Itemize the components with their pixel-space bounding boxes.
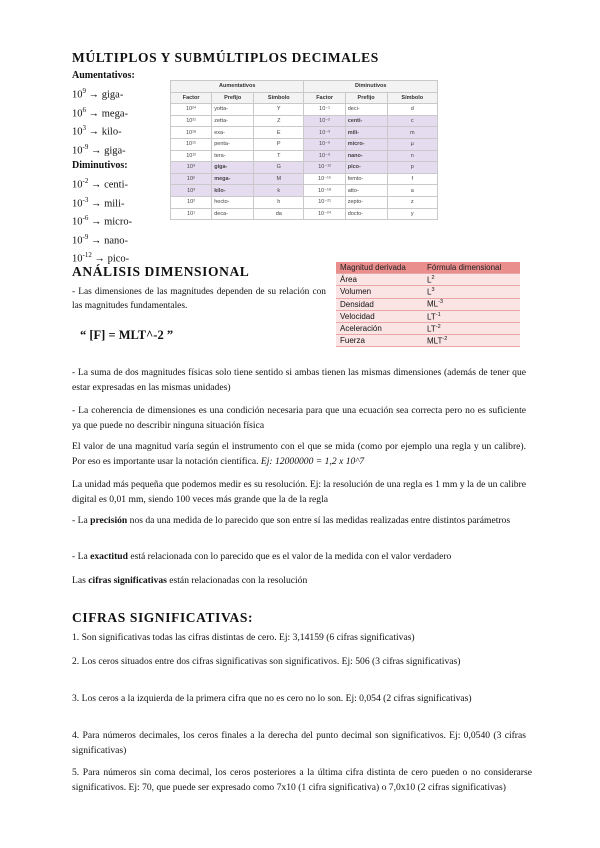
dimension-formula [423,286,520,298]
list-item [72,174,132,193]
table-cell: 10⁻⁹ [304,150,345,162]
magnitude-name: Volumen [336,286,423,298]
table-cell: 10²⁴ [171,104,212,116]
paragraph-precision [72,514,526,529]
power-exponent: -9 [82,232,89,241]
column-header: Prefijo [345,92,387,104]
dimension-formula [423,322,520,334]
p3-example: Ej: 12000000 = 1,2 x 10^7 [260,455,365,467]
column-header: Símbolo [254,92,304,104]
sigfig-item-5: 5. Para números sin coma decimal, los ceros posteriores a la última cifra distinta de cero pueden o no considerarse significativos. Ej: 70, que puede ser expresado como 7x10 (1 cifra significativa) o 7,0x10 (2 cifras significativas) [72,767,532,793]
dimension-formula [423,274,520,286]
table-row [171,196,438,208]
table-cell: M [254,173,304,185]
formula-exponent: -2 [435,323,441,330]
paragraph-resolution: La unidad más pequeña que podemos medir es su resolución. Ej: la resolución de una regla es 1 mm y la de un calibre digital es 0,01 mm, siendo 100 veces más grande que la de la regla [72,479,526,505]
p3-text: El valor de una magnitud varía según el instrumento con el que se mida (como por ejemplo una regla y un calibre). Por eso es importante usar la notación científica. [72,441,526,467]
table-cell: n [387,150,437,162]
prefix-text: → kilo- [88,126,122,138]
table-cell: centi- [345,115,387,127]
prefix-text: → giga- [90,145,126,156]
table-cell: p [387,162,437,174]
table-cell: giga- [212,162,254,174]
table-cell: d [387,104,437,116]
formula-base: MLT [427,336,443,346]
list-item [72,103,128,122]
table-cell: E [254,127,304,139]
table-cell: pico- [345,162,387,174]
formula-base: L [427,287,432,297]
p7-bold: cifras significativas [88,575,167,586]
table-cell: k [254,185,304,197]
table-cell: 10³ [171,185,212,197]
table-cell: z [387,196,437,208]
table-cell: y [387,208,437,220]
dimension-row [336,322,520,334]
paragraph-coherence: - La coherencia de dimensiones es una condición necesaria para que una ecuación sea correcta pero no es suficiente ya que puede no describir ninguna situación física [72,405,526,431]
column-header: Factor [304,92,345,104]
table-cell: atto- [345,185,387,197]
magnitude-name: Velocidad [336,310,423,322]
table-cell: femto- [345,173,387,185]
dimension-table-wrap [336,262,520,347]
list-item [72,211,132,230]
table-cell: 10⁻¹⁵ [304,173,345,185]
power-exponent: -6 [82,214,89,222]
formula-base: LT [427,312,436,322]
power-exponent: -12 [82,251,92,259]
table-cell: 10¹ [171,208,212,220]
power-base: 10 [72,198,83,209]
formula-exponent: -1 [435,311,441,318]
multiples-table-wrap [170,80,438,220]
table-row [171,173,438,185]
table-cell: 10⁻³ [304,127,345,139]
table-cell: 10²¹ [171,115,212,127]
table-cell: f [387,173,437,185]
prefix-text: → giga- [88,89,124,101]
table-cell: 10¹⁸ [171,127,212,139]
table-cell: 10⁻¹⁸ [304,185,345,197]
magnitude-name: Fuerza [336,335,423,347]
diminutivos-label: Diminutivos: [72,160,128,171]
dimension-formula [423,335,520,347]
table-cell: P [254,138,304,150]
table-row [171,185,438,197]
table-row [171,115,438,127]
table-cell: penta- [212,138,254,150]
group-dim-header: Diminutivos [304,81,438,93]
dimension-formula [423,298,520,310]
prefix-text: → centi- [90,179,128,191]
power-base: 10 [72,126,83,138]
table-cell: h [254,196,304,208]
table-cell: yotta- [212,104,254,116]
group-aug-header: Aumentativos [171,81,304,93]
table-cell: 10¹² [171,150,212,162]
sigfigs-title: CIFRAS SIGNIFICATIVAS: [72,610,254,625]
column-header: Prefijo [212,92,254,104]
p6-post: está relacionada con lo parecido que es el valor de la medida con el valor verdadero [127,551,452,562]
list-item [72,230,132,249]
table-cell: Z [254,115,304,127]
dimension-row [336,335,520,347]
prefix-text: → nano- [90,235,129,246]
list-item [72,140,128,159]
power-exponent: 3 [82,124,86,132]
power-exponent: -3 [82,195,89,204]
table-cell: hecto- [212,196,254,208]
table-cell: mili- [345,127,387,139]
list-item [72,84,128,103]
table-cell: deca- [212,208,254,220]
table-cell: G [254,162,304,174]
table-cell: m [387,127,437,139]
table-cell: 10⁻¹² [304,162,345,174]
table-cell: 10⁶ [171,173,212,185]
dimensional-title: ANÁLISIS DIMENSIONAL [72,264,250,279]
power-exponent: 9 [82,87,86,95]
table-cell: zepto- [345,196,387,208]
power-base: 10 [72,89,83,101]
dimensional-intro: - Las dimensiones de las magnitudes dependen de su relación con las magnitudes fundamentales. [72,287,326,311]
table-cell: da [254,208,304,220]
paragraph-sum: - La suma de dos magnitudes físicas solo tiene sentido si ambas tienen las mismas dimensiones (además de tener que estar expresadas en las mismas unidades) [72,367,526,393]
magnitude-name: Densidad [336,298,423,310]
p5-pre: - La [72,515,91,526]
table-cell: T [254,150,304,162]
table-cell: deci- [345,104,387,116]
force-formula: “ [F] = MLT^-2 ” [80,328,174,342]
aumentativos-list [72,84,128,158]
table-cell: 10⁻² [304,115,345,127]
table-cell: 10⁻²⁴ [304,208,345,220]
formula-base: L [427,275,432,285]
magnitude-name: Área [336,274,423,286]
prefix-text: → micro- [90,216,133,228]
power-base: 10 [72,216,83,228]
dim-header-formula: Fórmula dimensional [423,262,520,274]
p5-post: nos da una medida de lo parecido que son entre sí las medidas realizadas entre distintos parámetros [127,515,511,526]
formula-exponent: -3 [438,299,444,306]
power-exponent: -2 [82,177,89,185]
table-cell: 10⁻¹ [304,104,345,116]
paragraph-accuracy [72,550,542,565]
table-row [171,150,438,162]
table-cell: 10⁻⁶ [304,138,345,150]
formula-base: LT [427,324,436,334]
power-base: 10 [72,235,83,246]
table-row [171,162,438,174]
diminutivos-list [72,174,132,267]
table-cell: zetta- [212,115,254,127]
table-cell: 10⁻²¹ [304,196,345,208]
sigfig-item-3: 3. Los ceros a la izquierda de la primera cifra que no es cero no lo son. Ej: 0,054 (2 cifras significativas) [72,693,472,704]
table-cell: mega- [212,173,254,185]
dimension-row [336,274,520,286]
dimension-row [336,286,520,298]
multiples-table [170,80,438,220]
formula-base: ML [427,299,439,309]
sigfig-item-4: 4. Para números decimales, los ceros finales a la derecha del punto decimal son significativos. Ej: 0,0540 (3 cifras significativas) [72,730,526,756]
power-exponent: 6 [82,105,86,114]
magnitude-name: Aceleración [336,322,423,334]
table-cell: kilo- [212,185,254,197]
table-row [171,127,438,139]
table-cell: μ [387,138,437,150]
column-header: Factor [171,92,212,104]
paragraph-value [72,440,526,469]
dimension-row [336,310,520,322]
table-cell: 10² [171,196,212,208]
power-base: 10 [72,145,83,156]
p7-post: están relacionadas con la resolución [166,575,308,586]
dimension-table [336,262,520,347]
dimension-formula [423,310,520,322]
table-cell: 10⁹ [171,162,212,174]
table-cell: micro- [345,138,387,150]
table-cell: docto- [345,208,387,220]
table-cell: tera- [212,150,254,162]
list-item [72,193,132,212]
table-row [171,104,438,116]
formula-exponent: 3 [431,287,435,294]
list-item [72,121,128,140]
prefix-text: → mega- [88,108,128,119]
table-cell: exa- [212,127,254,139]
formula-exponent: 2 [431,274,435,281]
formula-exponent: -2 [442,335,448,342]
power-base: 10 [72,253,83,265]
power-base: 10 [72,179,83,191]
multiples-title: MÚLTIPLOS Y SUBMÚLTIPLOS DECIMALES [72,50,379,65]
table-cell: a [387,185,437,197]
prefix-text: → pico- [94,253,130,265]
table-row [171,138,438,150]
sigfig-item-2: 2. Los ceros situados entre dos cifras significativas son significativos. Ej: 506 (3 cifras significativas) [72,656,461,667]
table-cell: nano- [345,150,387,162]
table-row [171,208,438,220]
p6-bold: exactitud [90,551,128,562]
sigfig-item-1: 1. Son significativas todas las cifras distintas de cero. Ej: 3,14159 (6 cifras significativas) [72,632,415,643]
power-base: 10 [72,108,83,119]
p7-pre: Las [72,575,89,586]
paragraph-sigfigs [72,574,526,589]
aumentativos-label: Aumentativos: [72,70,135,81]
table-cell: 10¹⁵ [171,138,212,150]
dim-header-name: Magnitud derivada [336,262,423,274]
p5-bold: precisión [90,515,128,526]
power-exponent: -9 [82,142,89,151]
p6-pre: - La [72,551,91,562]
dimension-row [336,298,520,310]
prefix-text: → mili- [90,198,125,209]
table-cell: c [387,115,437,127]
table-cell: Y [254,104,304,116]
column-header: Símbolo [387,92,437,104]
